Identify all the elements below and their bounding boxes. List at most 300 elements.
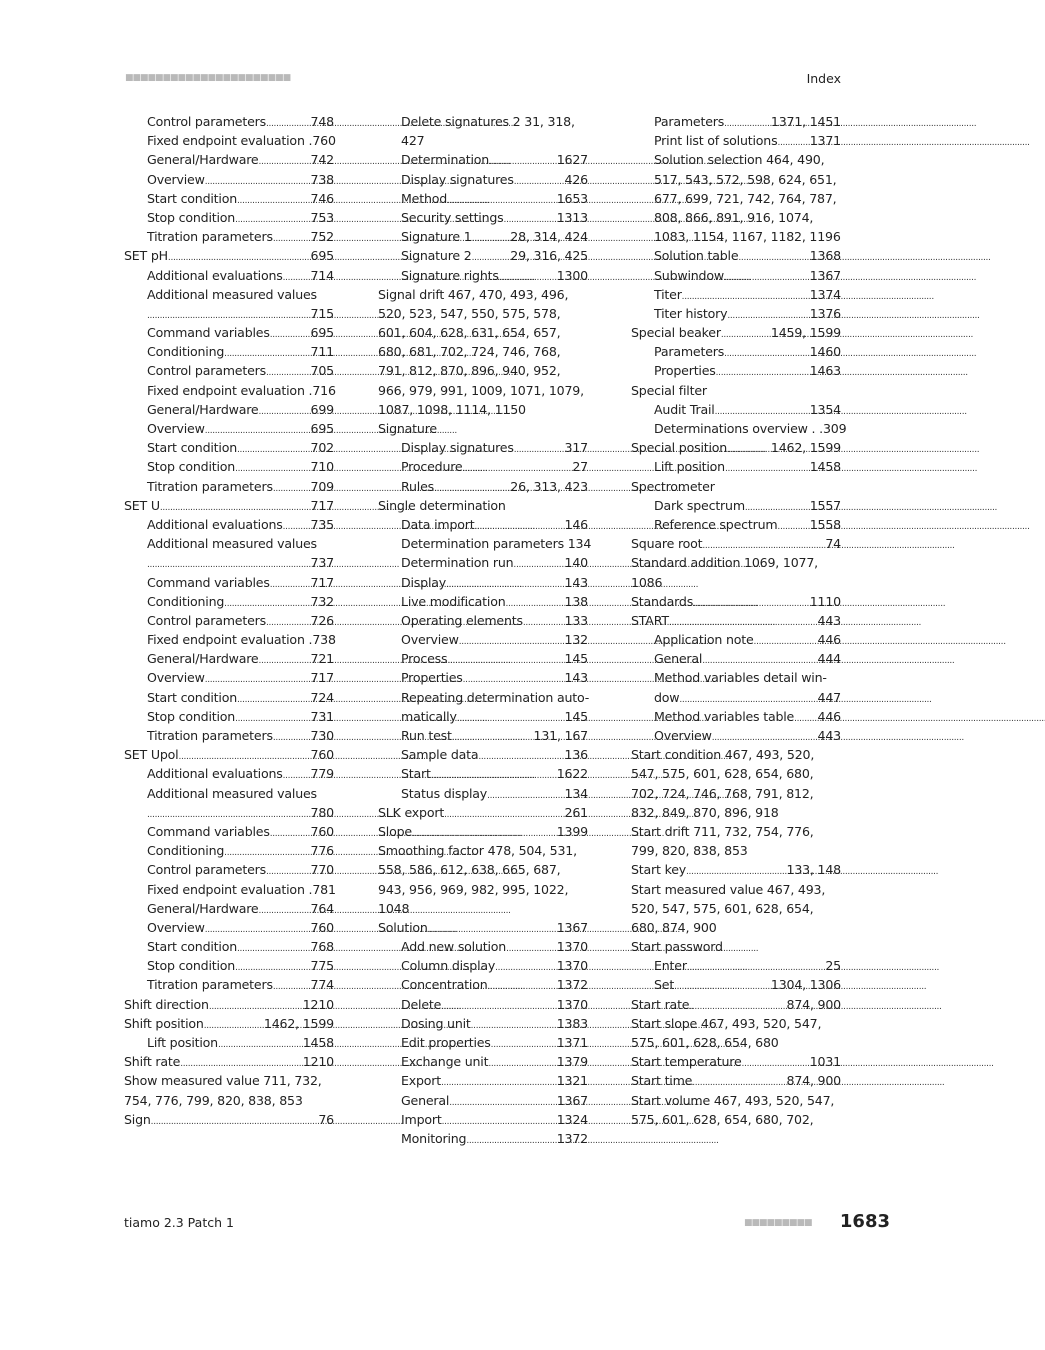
index-entry: Repeating determination auto- [401,689,590,705]
entry-page-refs: 131, 167 [533,728,588,743]
index-entry [378,208,588,227]
entry-page-refs: 710 [310,459,334,475]
entry-page-refs: 444 [817,651,841,667]
index-column-3 [631,112,847,1129]
index-entry [124,995,334,1014]
entry-term: Additional evaluations [147,766,283,782]
entry-term: Print list of solutions [654,133,778,149]
entry-term: Stop condition [147,708,236,724]
entry-term: Control parameters [147,363,266,379]
index-entry [124,592,334,611]
index-entry [124,112,334,131]
entry-term: Stop condition [147,958,236,974]
entry-term: Conditioning [147,593,225,609]
index-entry [124,668,334,687]
entry-term: Export [401,1073,442,1089]
index-entry [124,400,334,419]
entry-term: Run test [401,728,452,743]
index-entry [378,764,588,783]
index-entry [124,764,334,783]
entry-term: Lift position [654,459,725,475]
index-entry [124,381,334,400]
index-entry [124,688,334,707]
index-entry [378,784,588,803]
index-entry: Additional measured values [147,286,317,302]
index-entry [378,1071,588,1090]
index-entry: Spectrometer [631,478,715,494]
entry-page-refs: 261 [564,804,588,820]
index-entry [631,707,841,726]
entry-term: Shift position [124,1015,204,1031]
index-entry: 754, 776, 799, 820, 838, 853 [124,1092,303,1108]
index-entry: 427 [401,133,425,149]
index-entry [631,131,841,150]
entry-page-refs: 760 [312,133,336,149]
index-entry [124,227,334,246]
entry-term: Additional evaluations [147,267,283,283]
index-entry: 832, 849, 870, 896, 918 [631,804,779,820]
entry-term: Command variables [147,823,270,839]
index-entry: 520, 523, 547, 550, 575, 578, [378,305,561,321]
entry-term: Command variables [147,574,270,590]
entry-page-refs: 138 [564,593,588,609]
entry-page-refs: 28, 314, 424 [510,229,588,245]
entry-term: Control parameters [147,862,266,878]
entry-term: Conditioning [147,344,225,360]
entry-term: Titration parameters [147,229,273,245]
index-entry [124,342,334,361]
entry-term: Conditioning [147,843,225,859]
index-entry [631,246,841,265]
index-entry [124,323,334,342]
entry-term: Application note [654,632,754,648]
entry-page-refs: 717 [310,574,334,590]
index-entry [631,995,841,1014]
entry-page-refs: 447 [817,689,841,705]
entry-page-refs: 140 [564,555,588,571]
entry-term: Start condition [147,689,237,705]
index-entry: 520, 547, 575, 601, 628, 654, [631,900,814,916]
entry-page-refs: 1653 [556,190,588,206]
entry-term: Operating elements [401,612,523,628]
index-entry: 808, 866, 891, 916, 1074, [654,209,814,225]
entry-term: SLK export [378,804,445,820]
dot-leader [716,361,810,383]
entry-page-refs: 1462, 1599 [770,440,841,456]
entry-page-refs: 27 [572,459,588,475]
entry-page-refs: 760 [310,823,334,839]
index-entry [124,457,334,476]
index-entry [378,266,588,285]
index-entry [631,457,841,476]
index-entry [124,611,334,630]
index-entry [378,668,588,687]
index-entry [631,285,841,304]
entry-page-refs: 768 [310,939,334,955]
index-entry [378,918,588,937]
entry-term: Fixed endpoint evaluation . [147,632,313,648]
index-entry [631,688,841,707]
entry-term: Solution table [654,248,739,264]
index-entry [631,400,841,419]
entry-page-refs: 731 [310,708,334,724]
entry-page-refs: 717 [310,497,334,513]
index-entry [631,975,841,994]
entry-page-refs: 764 [310,900,334,916]
index-entry [378,611,588,630]
entry-term: Lift position [147,1035,218,1050]
entry-page-refs: 1370 [556,996,588,1012]
index-entry [378,457,588,476]
index-entry [124,630,334,649]
entry-page-refs: 143 [564,574,588,590]
entry-page-refs: 29, 316, 425 [510,248,588,264]
entry-page-refs: 1558 [809,516,841,532]
entry-term: Security settings [401,209,504,225]
index-entry: Start drift 711, 732, 754, 776, [631,823,814,839]
entry-term: Titer history [654,305,728,321]
entry-page-refs: 136 [564,747,588,763]
index-entry [124,918,334,937]
index-entry [124,803,334,822]
entry-page-refs: 695 [310,325,334,341]
entry-page-refs: 1462, 1599 [263,1015,334,1031]
entry-page-refs: 1627 [556,152,588,168]
index-entry [378,592,588,611]
entry-term: Control parameters [147,114,266,129]
index-entry [378,937,588,956]
entry-page-refs: 145 [564,708,588,724]
entry-term: Titration parameters [147,977,273,993]
entry-term: Command variables [147,325,270,341]
index-entry [378,477,588,496]
entry-term: General [401,1092,450,1108]
entry-term: Signature 2 [401,248,472,264]
entry-term: Properties [401,670,463,686]
entry-term: dow [654,689,680,705]
entry-term: Start temperature [631,1054,742,1070]
entry-page-refs: 738 [312,632,336,648]
entry-term: Fixed endpoint evaluation . [147,382,313,398]
entry-term: Special position [631,440,728,456]
index-entry [631,860,841,879]
index-entry [378,227,588,246]
index-entry [631,956,841,975]
entry-page-refs: 735 [310,516,334,532]
index-entry [378,553,588,572]
index-entry [124,419,334,438]
index-entry: 680, 874, 900 [631,919,717,935]
index-entry [378,246,588,265]
index-entry [124,899,334,918]
index-entry [124,726,334,745]
index-entry [631,1071,841,1090]
index-entry [378,630,588,649]
entry-term: Column display [401,958,496,974]
entry-page-refs: 134 [564,785,588,801]
index-entry: Signal drift 467, 470, 493, 496, [378,286,569,302]
entry-term: Concentration [401,977,488,993]
index-entry: 601, 604, 628, 631, 654, 657, [378,325,561,341]
entry-page-refs: 1372 [556,1130,588,1146]
entry-page-refs: 1110 [809,593,841,609]
entry-term: Determination [401,152,490,168]
entry-term: Fixed endpoint evaluation . [147,133,313,149]
entry-term: Delete [401,996,442,1012]
index-entry [378,1091,588,1110]
entry-term: Status display [401,785,488,801]
index-entry [378,1014,588,1033]
entry-term: Special beaker [631,325,721,341]
index-entry: 943, 956, 969, 982, 995, 1022, [378,881,569,897]
entry-page-refs: 726 [310,612,334,628]
index-entry [124,477,334,496]
page-number: 1683 [839,1211,890,1232]
entry-term: Method [401,190,448,206]
index-entry [124,841,334,860]
index-entry [631,323,841,342]
index-entry: Additional measured values [147,536,317,552]
entry-term: Set [654,977,675,993]
index-entry [124,515,334,534]
entry-term: Fixed endpoint evaluation . [147,881,313,897]
entry-page-refs: 716 [312,382,336,398]
entry-page-refs: 715 [310,305,334,321]
entry-page-refs: 776 [310,843,334,859]
entry-term: Procedure [401,459,463,475]
entry-page-refs: 760 [310,919,334,935]
entry-term: Start rate [631,996,690,1012]
index-entry [631,1052,841,1071]
index-entry [378,1129,588,1148]
index-entry: 1087, 1098, 1114, 1150 [378,401,526,417]
index-entry [631,611,841,630]
index-entry [631,726,841,745]
section-title: Index [806,71,841,86]
index-entry [378,150,588,169]
index-entry: Delete signatures 2 31, 318, [401,114,575,129]
entry-page-refs: 753 [310,209,334,225]
entry-page-refs: 781 [312,881,336,897]
entry-page-refs: 732 [310,593,334,609]
entry-term: Shift direction [124,996,209,1012]
index-entry [631,630,841,649]
entry-term: General/Hardware [147,900,259,916]
index-entry [631,419,847,438]
entry-page-refs: 770 [310,862,334,878]
index-entry: 1048 [378,900,410,916]
index-entry [378,726,588,745]
entry-page-refs: 1371 [809,133,841,149]
entry-page-refs: 1459, 1599 [770,325,841,341]
entry-term: General/Hardware [147,401,259,417]
entry-page-refs: 1321 [556,1073,588,1089]
index-entry [378,956,588,975]
entry-term: Start time [631,1073,693,1089]
index-entry: Standard addition 1069, 1077, [631,555,818,571]
entry-page-refs: 1210 [302,1054,334,1070]
entry-page-refs: 443 [817,612,841,628]
index-entry [631,304,841,323]
entry-term: Dosing unit [401,1015,471,1031]
index-entry [378,170,588,189]
entry-term: START [631,612,669,628]
index-entry: 791, 812, 870, 896, 940, 952, [378,363,561,379]
index-entry: 575, 601, 628, 654, 680 [631,1035,779,1050]
entry-page-refs: 779 [310,766,334,782]
index-entry [378,822,588,841]
entry-page-refs: 695 [310,421,334,436]
dot-leader [151,1110,319,1132]
entry-term: Dark spectrum [654,497,745,513]
index-entry [631,592,841,611]
index-entry: 517, 543, 572, 598, 624, 651, [654,171,837,187]
index-entry [124,189,334,208]
index-entry: Solution selection 464, 490, [654,152,825,168]
index-entry [124,880,334,899]
entry-page-refs: 145 [564,651,588,667]
entry-term: Standards [631,593,694,609]
index-entry: 575, 601, 628, 654, 680, 702, [631,1111,814,1127]
entry-page-refs: 1458 [809,459,841,475]
entry-page-refs: 1463 [809,363,841,379]
entry-term: Display signatures [401,440,514,456]
index-entry [631,649,841,668]
entry-term: SET U [124,497,160,513]
index-entry [124,1052,334,1071]
index-entry [378,438,588,457]
entry-term: Data import [401,516,475,532]
entry-term: Square root [631,536,703,552]
entry-term: Signature 1 [401,229,472,245]
entry-term: Process [401,651,448,667]
entry-term: General/Hardware [147,152,259,168]
index-entry: Start password [631,939,723,955]
entry-term: Live modification [401,593,506,609]
entry-page-refs: 711 [310,344,334,360]
index-entry [124,208,334,227]
entry-page-refs: 737 [310,555,334,571]
entry-page-refs: 1324 [556,1111,588,1127]
entry-term: Stop condition [147,209,236,225]
entry-term: Parameters [654,344,725,360]
entry-term: Overview [147,421,205,436]
index-entry: Signature [378,421,437,436]
entry-page-refs: 443 [817,728,841,743]
entry-page-refs: 774 [310,977,334,993]
entry-page-refs: 1367 [556,919,588,935]
index-entry [378,1110,588,1129]
entry-term: Titration parameters [147,728,273,743]
entry-page-refs: 874, 900 [786,1073,841,1089]
entry-term: General/Hardware [147,651,259,667]
index-entry [378,189,588,208]
entry-term: Display [401,574,447,590]
index-entry: Start measured value 467, 493, [631,881,826,897]
entry-term: Start key [631,862,687,878]
index-entry [378,803,588,822]
entry-page-refs: 1371 [556,1035,588,1050]
entry-page-refs: 1370 [556,939,588,955]
entry-page-refs: 133 [564,612,588,628]
index-entry [124,956,334,975]
index-entry [124,707,334,726]
index-entry [124,246,334,265]
entry-term: Determination run [401,555,514,571]
index-entry [378,649,588,668]
entry-term: Parameters [654,114,725,129]
index-entry [631,515,841,534]
entry-page-refs: 1370 [556,958,588,974]
entry-page-refs: 709 [310,478,334,494]
footer-product: tiamo 2.3 Patch 1 [124,1215,234,1230]
index-entry [124,131,334,150]
entry-page-refs: 874, 900 [786,996,841,1012]
entry-page-refs: 1371, 1451 [770,114,841,129]
entry-term: Slope [378,823,412,839]
index-entry: 702, 724, 746, 768, 791, 812, [631,785,814,801]
index-entry: Additional measured values [147,785,317,801]
entry-term: Sign [124,1111,151,1127]
entry-page-refs: 1383 [556,1015,588,1031]
index-entry: Smoothing factor 478, 504, 531, [378,843,577,859]
entry-page-refs: 1557 [809,497,841,513]
index-entry: Start slope 467, 493, 520, 547, [631,1015,822,1031]
dot-leader [466,1129,556,1151]
entry-term: Exchange unit [401,1054,489,1070]
entry-page-refs: 1354 [809,401,841,417]
index-entry [124,937,334,956]
entry-page-refs: 1367 [556,1092,588,1108]
entry-page-refs: 143 [564,670,588,686]
entry-page-refs: 1376 [809,305,841,321]
entry-term: Overview [654,728,712,743]
index-entry [124,822,334,841]
footer-decoration: ■■■■■■■■■ [744,1218,812,1228]
index-entry [631,266,841,285]
index-entry: 1086 [631,574,663,590]
entry-page-refs: 1367 [809,267,841,283]
entry-term: Shift rate [124,1054,181,1070]
entry-term: Overview [401,632,459,648]
index-entry: Start condition 467, 493, 520, [631,747,815,763]
index-entry: Determination parameters 134 [401,536,592,552]
index-entry: 966, 979, 991, 1009, 1071, 1079, [378,382,584,398]
index-entry [124,975,334,994]
entry-term: Additional evaluations [147,516,283,532]
index-entry [124,860,334,879]
entry-term: Add new solution [401,939,507,955]
entry-page-refs: 1304, 1306 [770,977,841,993]
entry-term: Import [401,1111,442,1127]
entry-term: Start condition [147,939,237,955]
entry-page-refs: 133, 148 [786,862,841,878]
index-entry: 547, 575, 601, 628, 654, 680, [631,766,814,782]
index-entry [631,361,841,380]
entry-page-refs: 1379 [556,1054,588,1070]
index-column-2 [378,112,592,1148]
entry-term: Control parameters [147,612,266,628]
entry-term: Start condition [147,440,237,456]
entry-term: Solution [378,919,428,935]
entry-term: Titer [654,286,682,302]
entry-page-refs: 780 [310,804,334,820]
entry-page-refs: 446 [817,708,841,724]
index-column-1 [124,112,334,1129]
entry-term: Enter [654,958,687,974]
index-entry [124,150,334,169]
entry-page-refs: 1368 [809,248,841,264]
